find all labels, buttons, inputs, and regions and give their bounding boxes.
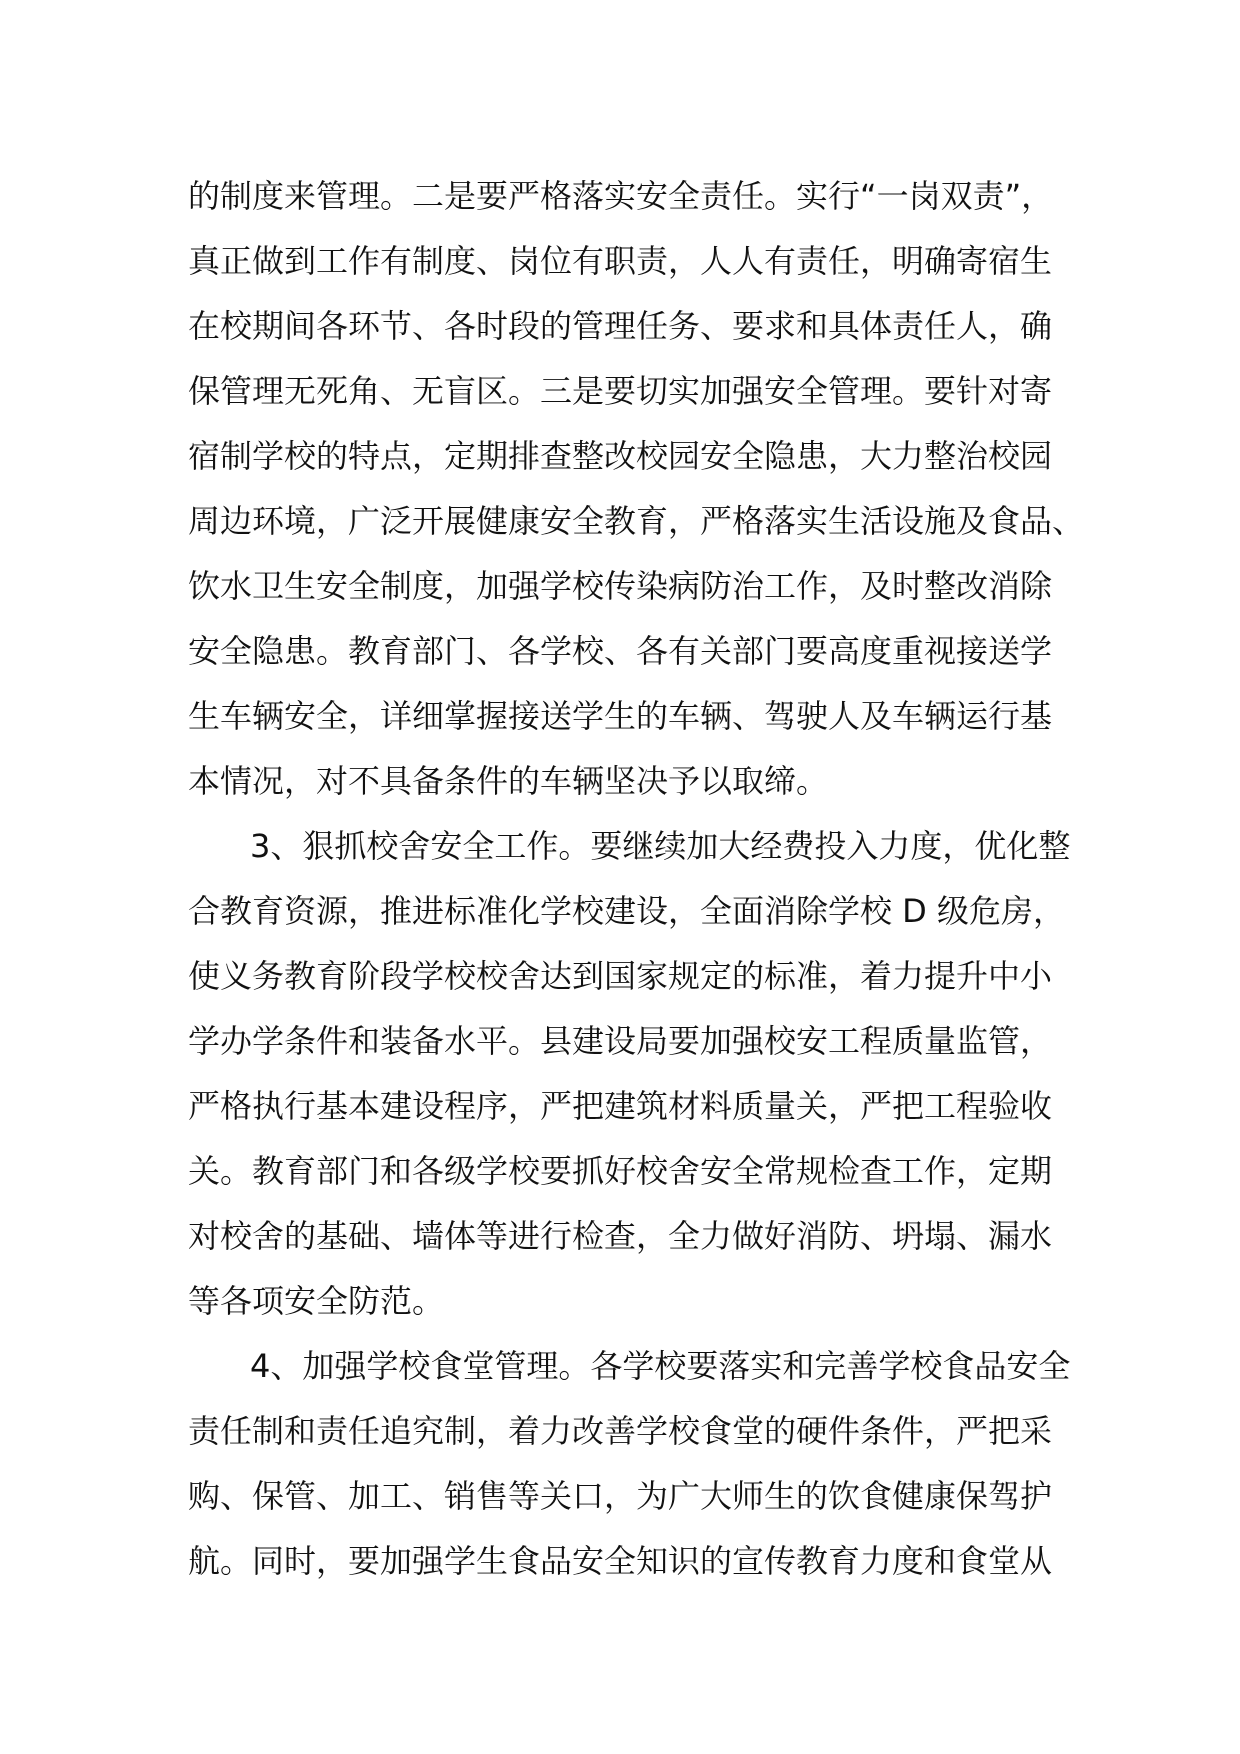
paragraph-first-line: 3、狠抓校舍安全工作。要继续加大经费投入力度，优化整 [250,827,1071,865]
paragraph-first-line: 4、加强学校食堂管理。各学校要落实和完善学校食品安全 [250,1347,1071,1385]
text-line: 使义务教育阶段学校校舍达到国家规定的标准，着力提升中小 [188,957,1053,995]
text-line: 学办学条件和装备水平。县建设局要加强校安工程质量监管， [188,1022,1053,1060]
text-line: 宿制学校的特点，定期排查整改校园安全隐患，大力整治校园 [188,437,1053,475]
text-line: 本情况，对不具备条件的车辆坚决予以取缔。 [188,762,829,800]
text-line: 安全隐患。教育部门、各学校、各有关部门要高度重视接送学 [188,632,1053,670]
text-line: 航。同时，要加强学生食品安全知识的宣传教育力度和食堂从 [188,1542,1053,1580]
text-line: 严格执行基本建设程序，严把建筑材料质量关，严把工程验收 [188,1087,1053,1125]
text-line: 在校期间各环节、各时段的管理任务、要求和具体责任人，确 [188,307,1053,345]
text-line: 合教育资源，推进标准化学校建设，全面消除学校 D 级危房， [188,892,1065,930]
text-line: 生车辆安全，详细掌握接送学生的车辆、驾驶人及车辆运行基 [188,697,1053,735]
text-line: 关。教育部门和各级学校要抓好校舍安全常规检查工作，定期 [188,1152,1053,1190]
text-line: 购、保管、加工、销售等关口，为广大师生的饮食健康保驾护 [188,1477,1053,1515]
text-line: 等各项安全防范。 [188,1282,445,1320]
text-line: 的制度来管理。二是要严格落实安全责任。实行“一岗双责”， [188,177,1054,215]
text-line: 饮水卫生安全制度，加强学校传染病防治工作，及时整改消除 [188,567,1053,605]
text-line: 保管理无死角、无盲区。三是要切实加强安全管理。要针对寄 [188,372,1053,410]
text-line: 对校舍的基础、墙体等进行检查，全力做好消防、坍塌、漏水 [188,1217,1053,1255]
text-line: 真正做到工作有制度、岗位有职责，人人有责任，明确寄宿生 [188,242,1053,280]
text-line: 责任制和责任追究制，着力改善学校食堂的硬件条件，严把采 [188,1412,1053,1450]
text-line: 周边环境，广泛开展健康安全教育，严格落实生活设施及食品、 [188,502,1085,540]
